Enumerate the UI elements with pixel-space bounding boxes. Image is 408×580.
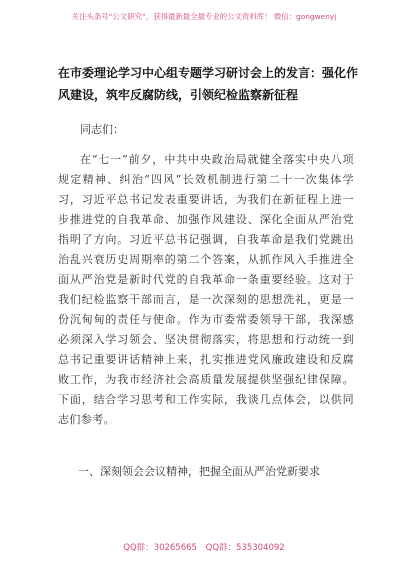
footer-contact-text: QQ群：30265665 QQ群：535304092 [123, 543, 285, 553]
salutation: 同志们： [80, 123, 124, 136]
header-promo-text: 关注头条号“公文研究”，获得最新最全最专业的公文资料库！ 微信：gongwenyj [71, 12, 337, 21]
section-heading: 一、深刻领会会议精神，把握全面从严治党新要求 [78, 465, 320, 478]
body-paragraph: 在“七一”前夕，中共中央政治局就健全落实中央八项规定精神、纠治“四风”长效机制进行第二十一次集体学习，习近平总书记发表重要讲话，为我们在新征程上进一步推进党的自我革命、加强作风建设、深化全面从严治党指明了方向。习近平总书记强调，自我革命是我们党跳出治乱兴衰历史周期率的第二个答案，从抓作风入手推进全面从严治党是新时代党的自我革命一条重要经验。这对于我们纪检监察干部而言，是一次深刻的思想洗礼，更是一份沉甸甸的责任与使命。作为市委常委领导干部，我深感必须深入学习领会、坚决贯彻落实，将思想和行动统一到总书记重要讲话精神上来，扎实推进党风廉政建设和反腐败工作，为我市经济社会高质量发展提供坚强纪律保障。下面，结合学习思考和工作实际，我谈几点体会，以供同志们参考。 [58, 153, 354, 426]
document-title: 在市委理论学习中心组专题学习研讨会上的发言：强化作风建设，筑牢反腐防线，引领纪检监察新征程 [58, 66, 359, 102]
